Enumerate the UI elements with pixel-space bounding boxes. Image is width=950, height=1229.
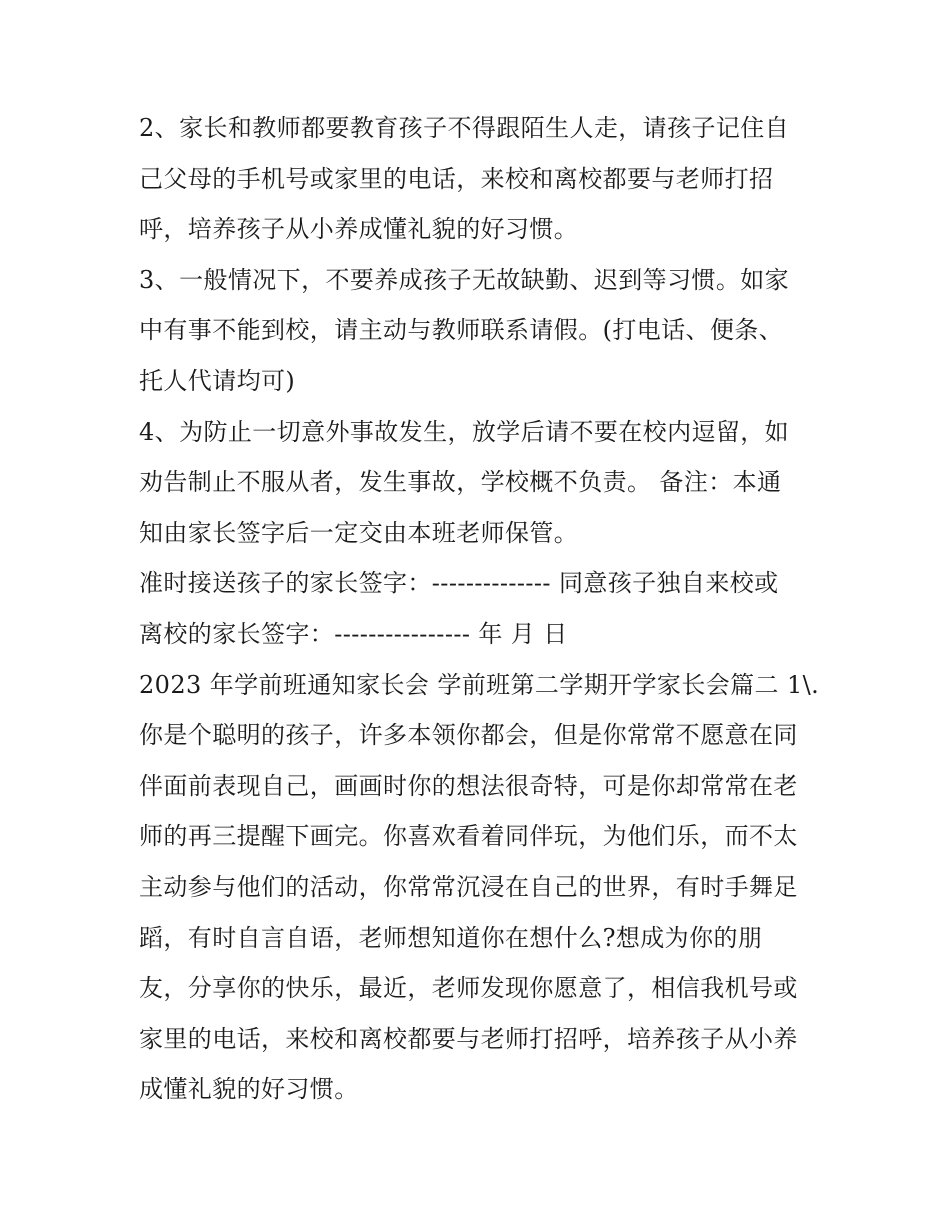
text-line-13: 你是个聪明的孩子，许多本领你都会，但是你常常不愿意在同 (139, 721, 798, 750)
text-line-2: 己父母的手机号或家里的电话，来校和离校都要与老师打招 (139, 164, 774, 193)
text-line-6: 托人代请均可) (139, 366, 296, 395)
text-line-16: 主动参与他们的活动，你常常沉浸在自己的世界，有时手舞足 (139, 872, 798, 901)
text-line-14: 伴面前表现自己，画画时你的想法很奇特，可是你却常常在老 (139, 771, 798, 800)
text-line-18: 友，分享你的快乐，最近，老师发现你愿意了，相信我机号或 (139, 974, 798, 1003)
text-line-5: 中有事不能到校，请主动与教师联系请假。(打电话、便条、 (139, 316, 784, 345)
text-line-20: 成懂礼貌的好习惯。 (139, 1075, 359, 1104)
section-heading-line: 2023 年学前班通知家长会 学前班第二学期开学家长会篇二 1\. (139, 670, 820, 699)
text-line-17: 蹈，有时自言自语，老师想知道你在想什么?想成为你的朋 (139, 923, 763, 952)
text-line-8: 劝告制止不服从者，发生事故，学校概不负责。 备注：本通 (139, 468, 782, 497)
text-line-3: 呼，培养孩子从小养成懂礼貌的好习惯。 (139, 215, 579, 244)
text-line-7: 4、为防止一切意外事故发生，放学后请不要在校内逗留，如 (139, 417, 790, 446)
text-line-1: 2、家长和教师都要教育孩子不得跟陌生人走，请孩子记住自 (139, 114, 790, 142)
text-line-9: 知由家长签字后一定交由本班老师保管。 (139, 518, 579, 547)
text-line-19: 家里的电话，来校和离校都要与老师打招呼，培养孩子从小养 (139, 1024, 798, 1053)
text-line-4: 3、一般情况下，不要养成孩子无故缺勤、迟到等习惯。如家 (139, 265, 790, 294)
signature-line-2: 离校的家长签字：---------------- 年 月 日 (139, 619, 568, 648)
document-body (139, 103, 829, 1115)
text-line-15: 师的再三提醒下画完。你喜欢看着同伴玩，为他们乐，而不太 (139, 822, 798, 851)
signature-line-1: 准时接送孩子的家长签字：-------------- 同意孩子独自来校或 (139, 569, 779, 598)
